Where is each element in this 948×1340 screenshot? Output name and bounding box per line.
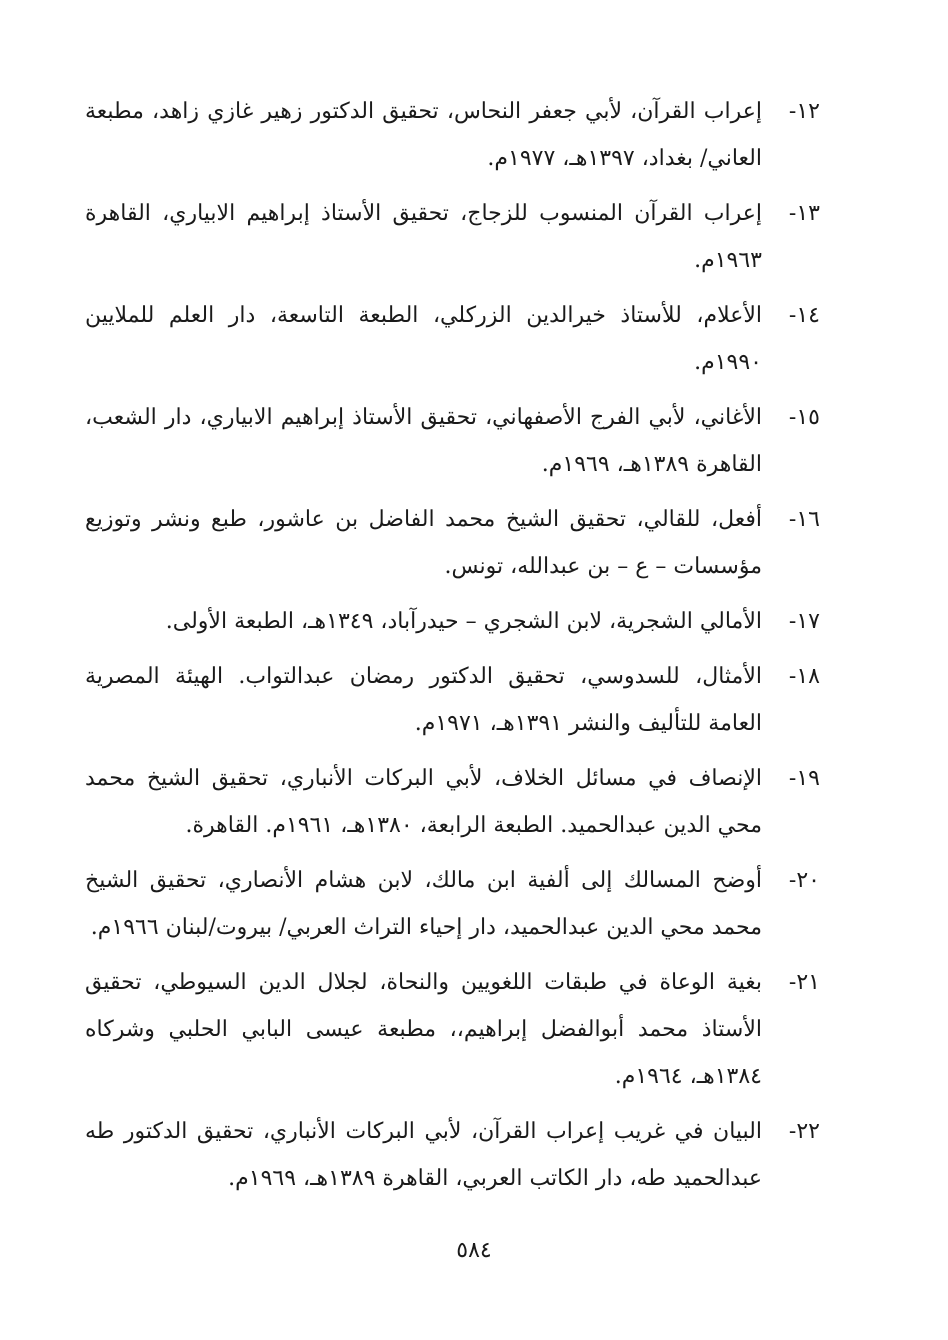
entry-text: الأمالي الشجرية، لابن الشجري – حيدرآباد، ١٣٤٩هـ، الطبعة الأولى. — [165, 609, 762, 634]
entry-text: البيان في غريب إعراب القرآن، لأبي البركات الأنباري، تحقيق الدكتور طه عبدالحميد طه، دار الكاتب العربي، القاهرة ١٣٨٩هـ، ١٩٦٩م. — [85, 1119, 762, 1191]
entry-text: إعراب القرآن، لأبي جعفر النحاس، تحقيق الدكتور زهير غازي زاهد، مطبعة العاني/ بغداد، ١٣٩٧هـ، ١٩٧٧م. — [85, 99, 762, 171]
bibliography-entry-18 — [85, 653, 820, 747]
page-number: ٥٨٤ — [456, 1238, 492, 1263]
entry-number: ١٤- — [788, 303, 820, 328]
entry-text: أوضح المسالك إلى ألفية ابن مالك، لابن هشام الأنصاري، تحقيق الشيخ محمد محي الدين عبدالحميد، دار إحياء التراث العربي/ بيروت/لبنان ١٩٦٦م. — [85, 868, 762, 940]
entry-number: ١٣- — [788, 201, 820, 226]
entry-text: بغية الوعاة في طبقات اللغويين والنحاة، لجلال الدين السيوطي، تحقيق الأستاذ محمد أبوالفضل إبراهيم،، مطبعة عيسى البابي الحلبي وشركاه ١٣٨٤هـ، ١٩٦٤م. — [85, 970, 762, 1089]
bibliography-entry-14 — [85, 292, 820, 386]
bibliography-entry-22 — [85, 1108, 820, 1202]
bibliography-entry-12 — [85, 88, 820, 182]
entry-number: ١٩- — [788, 766, 820, 791]
bibliography-entry-19 — [85, 755, 820, 849]
entry-text: الأمثال، للسدوسي، تحقيق الدكتور رمضان عبدالتواب. الهيئة المصرية العامة للتأليف والنشر ١٣٩١هـ، ١٩٧١م. — [85, 664, 762, 736]
entry-number: ٢٢- — [788, 1119, 820, 1144]
entry-text: إعراب القرآن المنسوب للزجاج، تحقيق الأستاذ إبراهيم الابياري، القاهرة ١٩٦٣م. — [85, 201, 762, 273]
bibliography-entry-16 — [85, 496, 820, 590]
entry-number: ١٥- — [788, 405, 820, 430]
entry-number: ١٨- — [788, 664, 820, 689]
bibliography-list — [85, 88, 820, 1210]
entry-number: ١٧- — [788, 609, 820, 634]
entry-number: ١٢- — [788, 99, 820, 124]
bibliography-entry-21 — [85, 959, 820, 1100]
entry-text: الأغاني، لأبي الفرج الأصفهاني، تحقيق الأستاذ إبراهيم الابياري، دار الشعب، القاهرة ١٣٨٩هـ، ١٩٦٩م. — [85, 405, 762, 477]
entry-text: الأعلام، للأستاذ خيرالدين الزركلي، الطبعة التاسعة، دار العلم للملايين ١٩٩٠م. — [85, 303, 762, 375]
entry-text: أفعل، للقالي، تحقيق الشيخ محمد الفاضل بن عاشور، طبع ونشر وتوزيع مؤسسات – ع – بن عبدالله، تونس. — [85, 507, 762, 579]
bibliography-entry-17 — [85, 598, 820, 645]
entry-number: ٢٠- — [788, 868, 820, 893]
entry-number: ٢١- — [788, 970, 820, 995]
bibliography-entry-15 — [85, 394, 820, 488]
entry-number: ١٦- — [788, 507, 820, 532]
entry-text: الإنصاف في مسائل الخلاف، لأبي البركات الأنباري، تحقيق الشيخ محمد محي الدين عبدالحميد. الطبعة الرابعة، ١٣٨٠هـ، ١٩٦١م. القاهرة. — [85, 766, 762, 838]
bibliography-entry-20 — [85, 857, 820, 951]
bibliography-entry-13 — [85, 190, 820, 284]
